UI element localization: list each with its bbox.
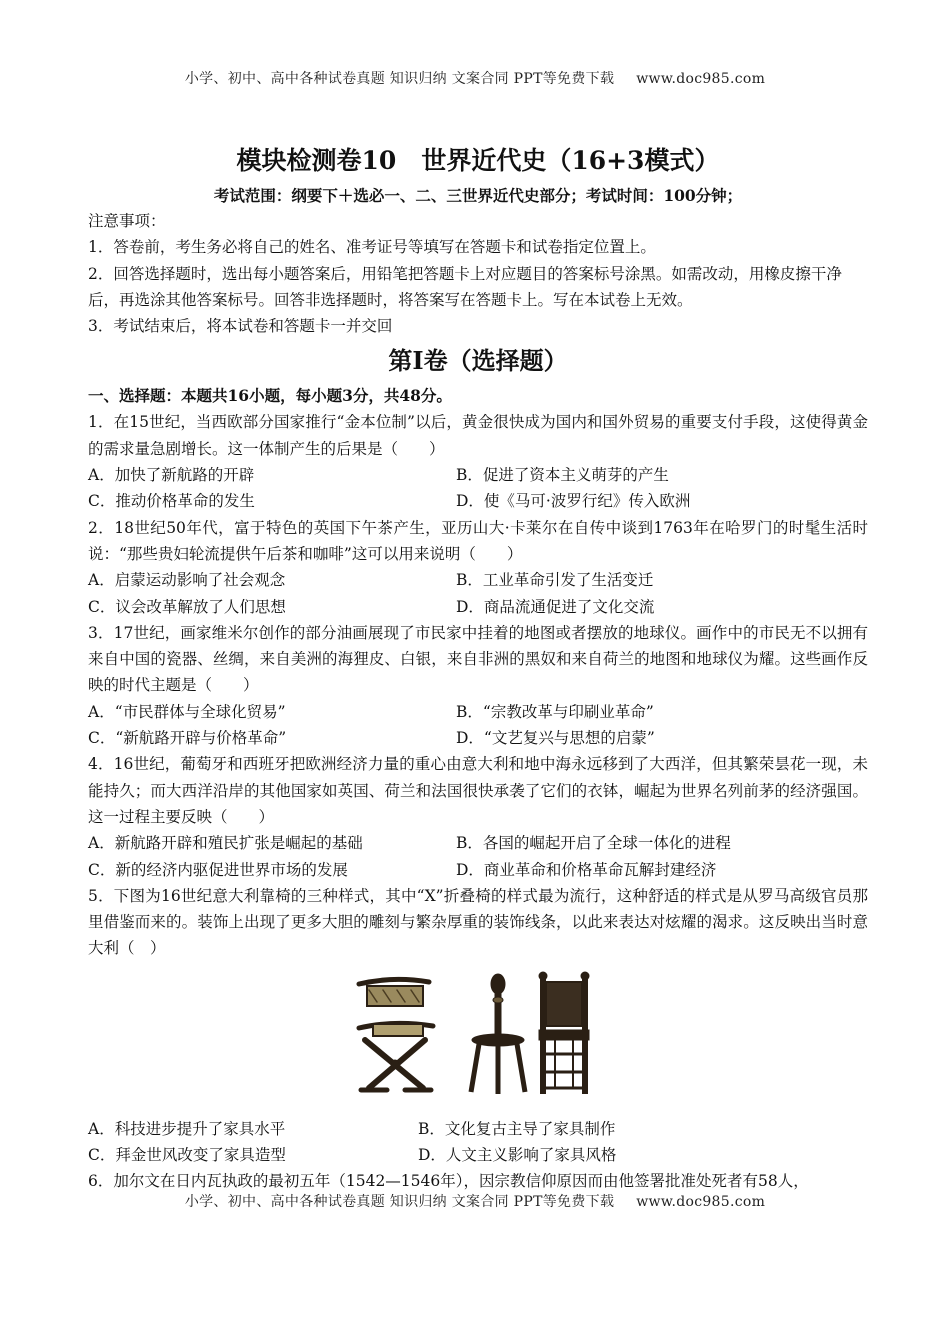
question-stem: 2．18世纪50年代，富于特色的英国下午茶产生，亚历山大·卡莱尔在自传中谈到1763年在哈罗门的时髦生活时说：“那些贵妇轮流提供午后茶和咖啡”这可以用来说明（ ） bbox=[88, 518, 868, 563]
question-stem: 5．下图为16世纪意大利靠椅的三种样式，其中“X”折叠椅的样式最为流行，这种舒适的样式是从罗马高级官员那里借鉴而来的。装饰上出现了更多大胆的雕刻与繁杂厚重的装饰线条，以此来表达对炫耀的渴求。这反映出当时意大利（ ） bbox=[88, 886, 868, 958]
question-4 bbox=[88, 751, 868, 882]
footer-text: 小学、初中、高中各种试卷真题 知识归纳 文案合同 PPT等免费下载 bbox=[184, 1194, 615, 1210]
x-folding-chair-image bbox=[359, 979, 433, 1090]
footer-url[interactable]: www.doc985.com bbox=[636, 1194, 766, 1210]
page-footer bbox=[0, 1191, 950, 1211]
question-stem: 4．16世纪，葡萄牙和西班牙把欧洲经济力量的重心由意大利和地中海永远移到了大西洋，但其繁荣昙花一现，未能持久；而大西洋沿岸的其他国家如英国、荷兰和法国很快承袭了它们的衣钵，崛起为世界名列前茅的经济强国。这一过程主要反映（ ） bbox=[88, 755, 868, 826]
option-b: B．文化复古主导了家具制作 bbox=[418, 1119, 616, 1138]
question-stem: 3．17世纪，画家维米尔创作的部分油画展现了市民家中挂着的地图或者摆放的地球仪。画作中的市民无不以拥有来自中国的瓷器、丝绸，来自美洲的海狸皮、白银，来自非洲的黑奴和来自荷兰的地图和地球仪为耀。这些画作反映的时代主题是（ ） bbox=[88, 623, 868, 695]
option-b: B．工业革命引发了生活变迁 bbox=[456, 571, 654, 590]
option-a: A．科技进步提升了家具水平 bbox=[88, 1119, 286, 1138]
part-title: 一、选择题：本题共16小题，每小题3分，共48分。 bbox=[88, 386, 452, 406]
note-item-1: 1．答卷前，考生务必将自己的姓名、准考证号等填写在答题卡和试卷指定位置上。 bbox=[88, 238, 656, 257]
option-a: A．启蒙运动影响了社会观念 bbox=[88, 571, 286, 590]
chairs-figure bbox=[88, 962, 868, 1116]
question-stem: 1．在15世纪，当西欧部分国家推行“金本位制”以后，黄金很快成为国内和国外贸易的重要支付手段，这使得黄金的需求量急剧增长。这一体制产生的后果是（ ） bbox=[88, 413, 868, 458]
option-c: C．新的经济内驱促进世界市场的发展 bbox=[88, 860, 348, 879]
option-b: B．促进了资本主义萌芽的产生 bbox=[456, 466, 669, 485]
options bbox=[88, 830, 868, 883]
option-a: A．“市民群体与全球化贸易” bbox=[88, 702, 286, 721]
option-b: B．“宗教改革与印刷业革命” bbox=[456, 702, 654, 721]
option-d: D．“文艺复兴与思想的启蒙” bbox=[456, 729, 655, 748]
option-a: A．加快了新航路的开辟 bbox=[88, 466, 255, 485]
question-5 bbox=[88, 883, 868, 1168]
option-c: C．“新航路开辟与价格革命” bbox=[88, 729, 287, 748]
option-d: D．使《马可·波罗行纪》传入欧洲 bbox=[456, 492, 691, 511]
exam-title: 模块检测卷10 世界近代史（16+3模式） bbox=[236, 146, 720, 175]
option-c: C．议会改革解放了人们思想 bbox=[88, 597, 286, 616]
question-1 bbox=[88, 409, 868, 514]
options bbox=[88, 567, 868, 620]
notes-heading: 注意事项： bbox=[88, 212, 166, 230]
spindle-stool-image bbox=[471, 974, 525, 1094]
section-title: 第I卷（选择题） bbox=[388, 346, 568, 376]
tall-back-chair-image bbox=[539, 972, 589, 1094]
option-d: D．商品流通促进了文化交流 bbox=[456, 597, 655, 616]
option-a: A．新航路开辟和殖民扩张是崛起的基础 bbox=[88, 834, 363, 853]
page-header bbox=[0, 68, 950, 88]
note-item-3: 3．考试结束后，将本试卷和答题卡一并交回 bbox=[88, 317, 393, 336]
option-c: C．拜金世风改变了家具造型 bbox=[88, 1146, 286, 1165]
note-item-2: 2．回答选择题时，选出每小题答案后，用铅笔把答题卡上对应题目的答案标号涂黑。如需改动，用橡皮擦干净后，再选涂其他答案标号。回答非选择题时，将答案写在答题卡上。写在本试卷上无效。 bbox=[88, 264, 842, 309]
options bbox=[88, 462, 868, 515]
option-d: D．商业革命和价格革命瓦解封建经济 bbox=[456, 860, 717, 879]
option-d: D．人文主义影响了家具风格 bbox=[418, 1146, 617, 1165]
question-stem: 6．加尔文在日内瓦执政的最初五年（1542—1546年），因宗教信仰原因而由他签署批准处死者有58人， bbox=[88, 1172, 809, 1191]
question-3 bbox=[88, 620, 868, 751]
exam-subtitle: 考试范围：纲要下＋选必一、二、三世界近代史部分；考试时间：100分钟； bbox=[213, 186, 743, 205]
header-text: 小学、初中、高中各种试卷真题 知识归纳 文案合同 PPT等免费下载 bbox=[184, 71, 615, 87]
options bbox=[88, 1116, 868, 1169]
option-b: B．各国的崛起开启了全球一体化的进程 bbox=[456, 834, 731, 853]
chairs-illustration bbox=[353, 970, 603, 1100]
exam-content bbox=[88, 142, 868, 1195]
question-2 bbox=[88, 515, 868, 620]
option-c: C．推动价格革命的发生 bbox=[88, 492, 255, 511]
header-url[interactable]: www.doc985.com bbox=[636, 71, 766, 87]
options bbox=[88, 699, 868, 752]
